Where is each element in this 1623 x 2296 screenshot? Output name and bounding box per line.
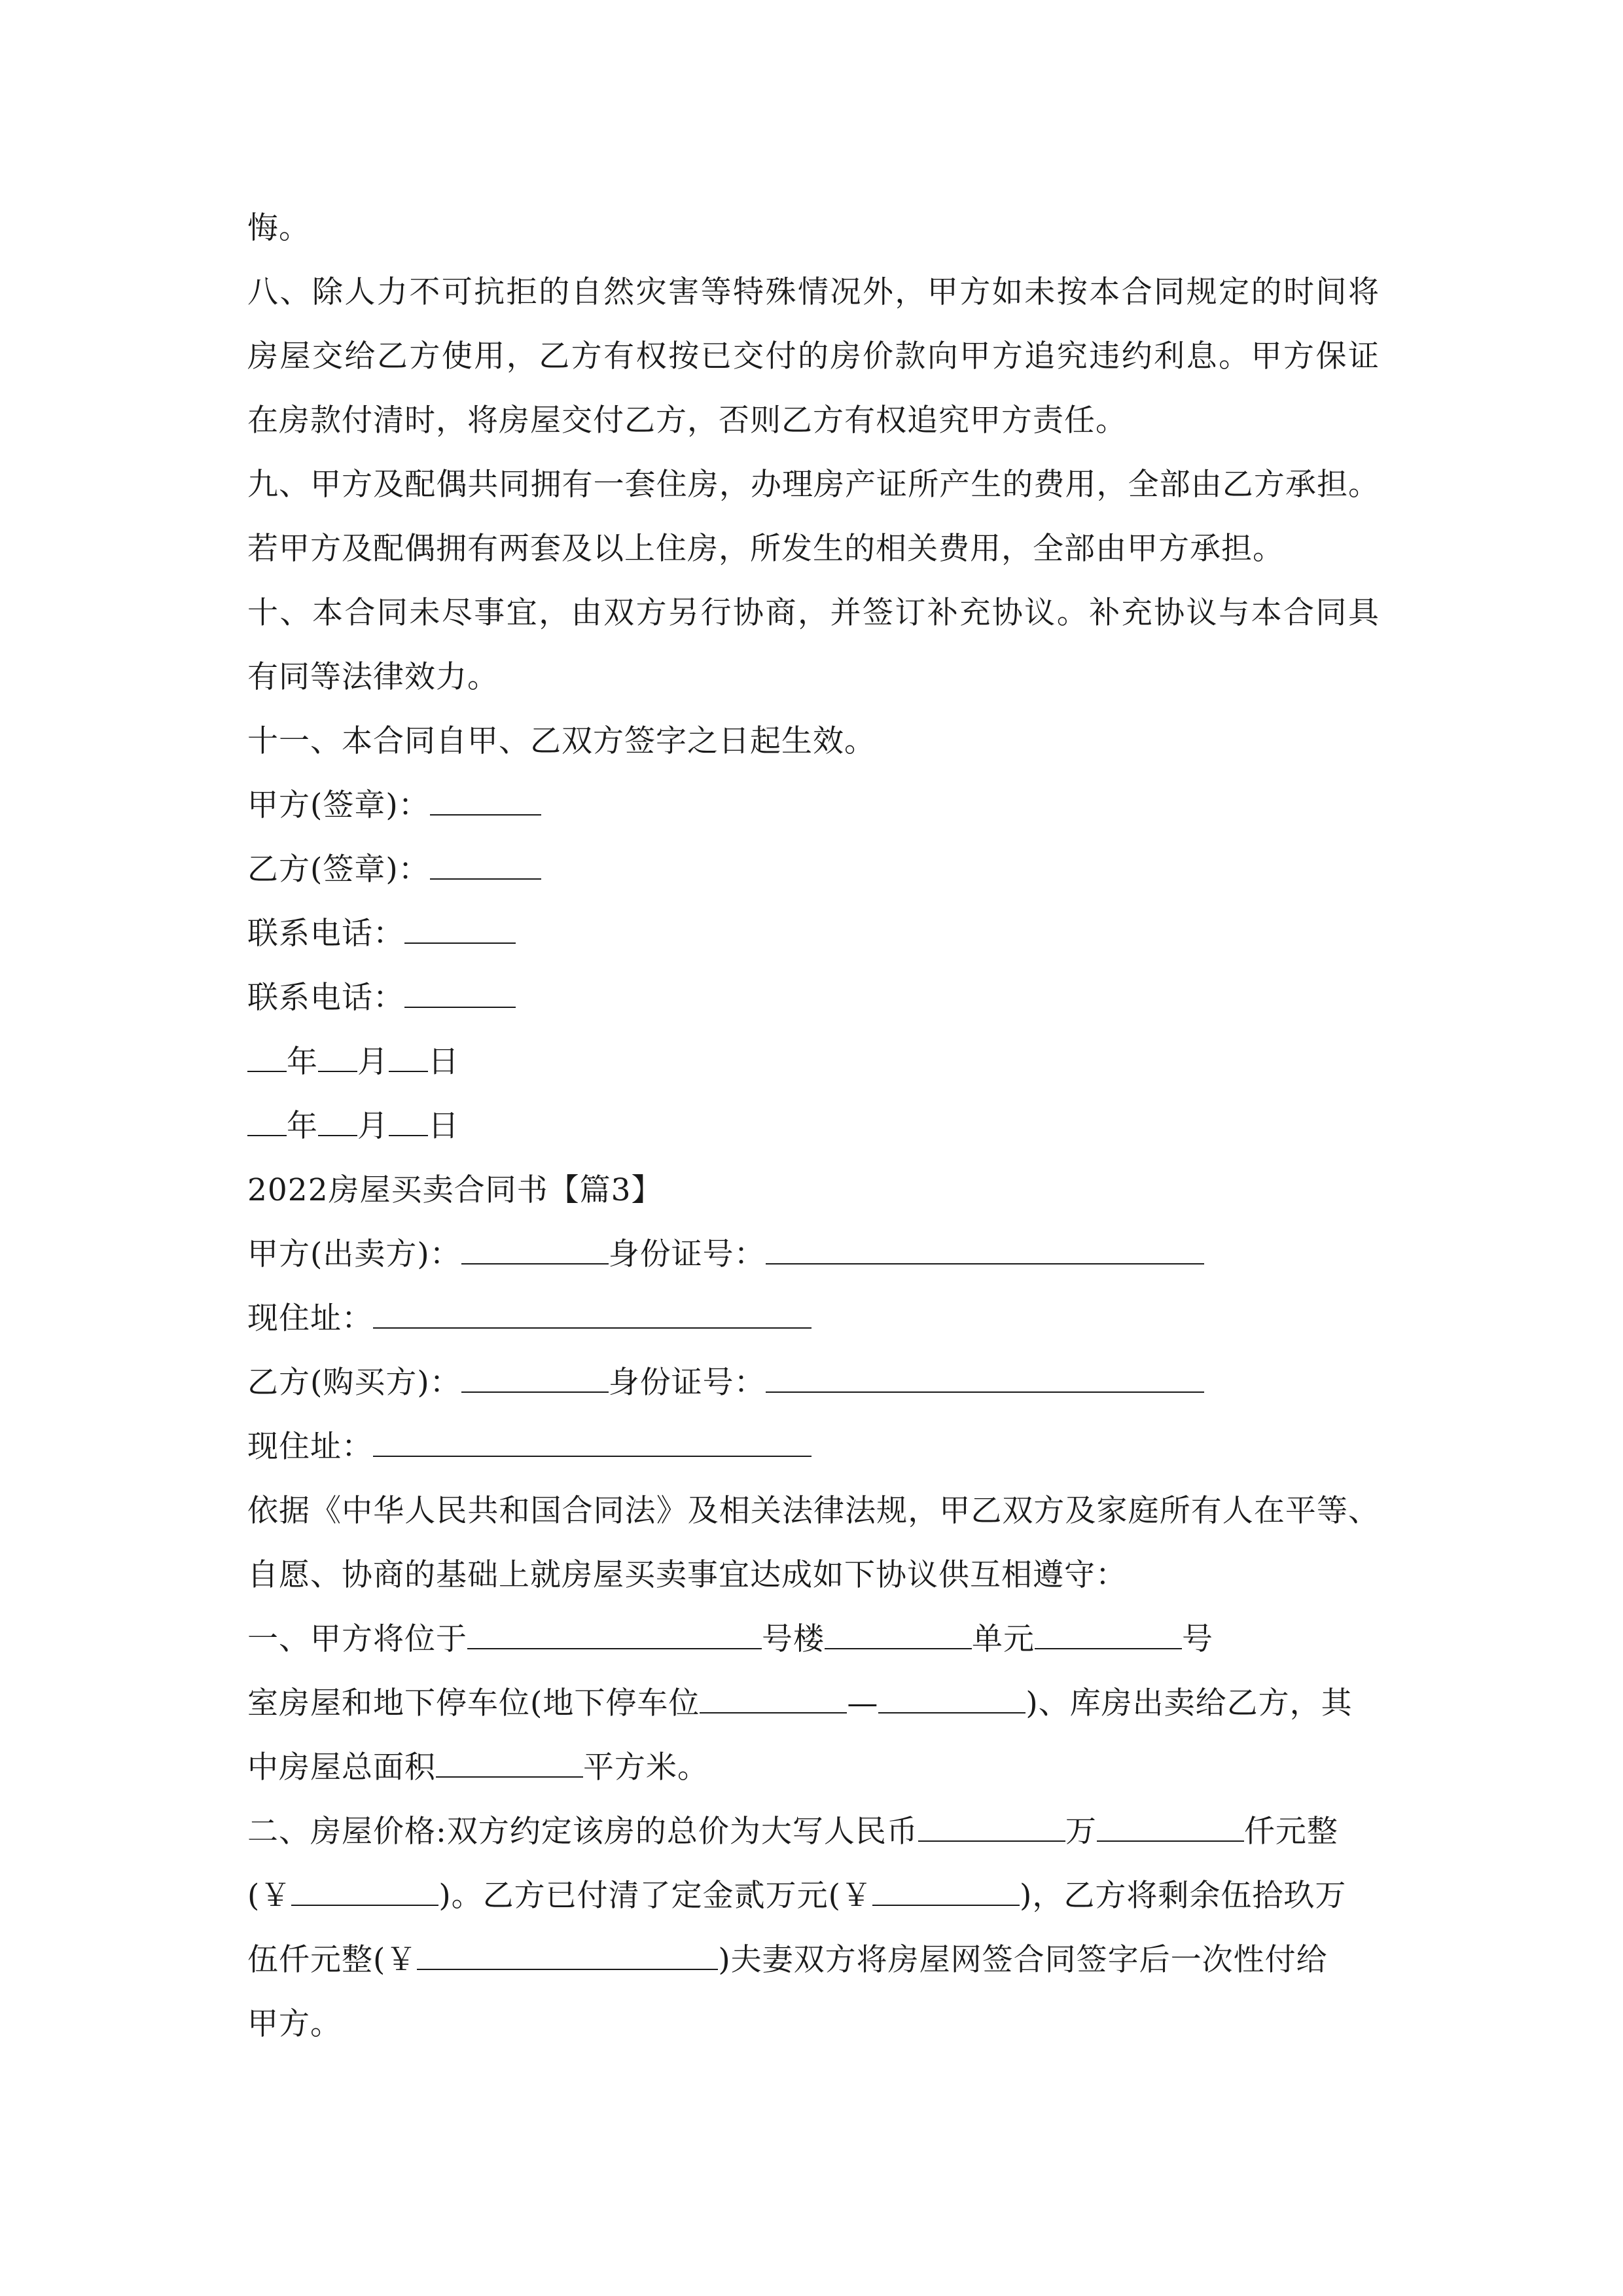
year-label: 年	[287, 1044, 318, 1080]
party-b-signature-label: 乙方(签章)：	[247, 852, 430, 888]
text-line: 甲方。	[247, 2006, 342, 2042]
day-blank[interactable]	[389, 1031, 428, 1072]
clause-2-line	[247, 1800, 1380, 1864]
clause-text: 中房屋总面积	[247, 1749, 436, 1785]
text-line: 房屋交给乙方使用，乙方有权按已交付的房价款向甲方追究违约利息。甲方保证	[247, 338, 1380, 374]
phone-line-party-b	[247, 966, 1380, 1030]
phone-blank[interactable]	[404, 903, 516, 944]
address-label: 现住址：	[247, 1429, 373, 1465]
seller-label: 甲方(出卖方)：	[247, 1236, 461, 1272]
buyer-address-blank[interactable]	[373, 1416, 812, 1457]
day-label: 日	[428, 1044, 459, 1080]
seller-address-line	[247, 1287, 1380, 1351]
clause-text: 仟元整	[1243, 1814, 1338, 1850]
clause-text: 一、甲方将位于	[247, 1621, 467, 1657]
text-line: 十、本合同未尽事宜，由双方另行协商，并签订补充协议。补充协议与本合同具	[247, 595, 1380, 631]
clause-text: )、库房出卖给乙方，其	[1026, 1685, 1353, 1721]
price-wan-blank[interactable]	[918, 1801, 1065, 1842]
deposit-number-blank[interactable]	[872, 1865, 1020, 1906]
date-line	[247, 1094, 1380, 1158]
clause-text: —	[847, 1685, 879, 1721]
buyer-id-blank[interactable]	[766, 1352, 1204, 1393]
clause-text: )夫妻双方将房屋网签合同签字后一次性付给	[718, 1942, 1328, 1978]
clause-2-line	[247, 1864, 1380, 1928]
unit-blank[interactable]	[1035, 1609, 1182, 1649]
location-blank[interactable]	[467, 1609, 762, 1649]
party-a-signature-blank[interactable]	[430, 775, 541, 816]
date-line	[247, 1030, 1380, 1094]
document-page	[247, 196, 1380, 2056]
clause-text: 二、房屋价格:双方约定该房的总价为大写人民币	[247, 1814, 918, 1850]
parking-blank[interactable]	[700, 1673, 847, 1713]
clause-text: (￥	[247, 1878, 292, 1914]
day-label: 日	[428, 1108, 459, 1144]
day-blank[interactable]	[389, 1096, 428, 1136]
text-line: 依据《中华人民共和国合同法》及相关法律法规，甲乙双方及家庭所有人在平等、	[247, 1493, 1380, 1529]
signature-line-party-b	[247, 838, 1380, 902]
phone-blank[interactable]	[404, 967, 516, 1008]
text-line: 若甲方及配偶拥有两套及以上住房，所发生的相关费用，全部由甲方承担。	[247, 531, 1284, 567]
phone-label: 联系电话：	[247, 980, 404, 1016]
price-number-blank[interactable]	[291, 1865, 438, 1906]
text-line: 十一、本合同自甲、乙双方签字之日起生效。	[247, 723, 876, 759]
clause-1-line	[247, 1672, 1380, 1736]
month-blank[interactable]	[318, 1031, 357, 1072]
clause-1-line	[247, 1736, 1380, 1800]
seller-line	[247, 1223, 1380, 1287]
building-blank[interactable]	[825, 1609, 972, 1649]
clause-text: 室房屋和地下停车位(地下停车位	[247, 1685, 700, 1721]
clause-text: 号	[1182, 1621, 1213, 1657]
clause-text: 单元	[972, 1621, 1035, 1657]
year-blank[interactable]	[247, 1096, 287, 1136]
balance-number-blank[interactable]	[417, 1929, 718, 1970]
clause-text: 伍仟元整(￥	[247, 1942, 418, 1978]
clause-2-line	[247, 1928, 1380, 1992]
clause-text: 平方米。	[583, 1749, 709, 1785]
phone-label: 联系电话：	[247, 916, 404, 952]
text-line: 在房款付清时，将房屋交付乙方，否则乙方有权追究甲方责任。	[247, 403, 1127, 439]
parking-blank[interactable]	[878, 1673, 1026, 1713]
area-blank[interactable]	[436, 1737, 583, 1778]
buyer-label: 乙方(购买方)：	[247, 1365, 461, 1401]
text-line: 自愿、协商的基础上就房屋买卖事宜达成如下协议供互相遵守：	[247, 1557, 1127, 1593]
section-title: 2022房屋买卖合同书【篇3】	[247, 1172, 663, 1208]
year-blank[interactable]	[247, 1031, 287, 1072]
id-number-label: 身份证号：	[608, 1236, 766, 1272]
text-line: 九、甲方及配偶共同拥有一套住房，办理房产证所产生的费用，全部由乙方承担。	[247, 467, 1380, 503]
month-label: 月	[357, 1108, 389, 1144]
phone-line-party-a	[247, 902, 1380, 966]
address-label: 现住址：	[247, 1300, 373, 1336]
clause-text: 万	[1065, 1814, 1097, 1850]
seller-id-blank[interactable]	[766, 1224, 1204, 1265]
month-blank[interactable]	[318, 1096, 357, 1136]
buyer-line	[247, 1351, 1380, 1415]
price-qian-blank[interactable]	[1097, 1801, 1244, 1842]
seller-name-blank[interactable]	[461, 1224, 609, 1265]
month-label: 月	[357, 1044, 389, 1080]
year-label: 年	[287, 1108, 318, 1144]
clause-1-line	[247, 1607, 1380, 1672]
id-number-label: 身份证号：	[608, 1365, 766, 1401]
text-line: 有同等法律效力。	[247, 659, 499, 695]
signature-line-party-a	[247, 774, 1380, 838]
text-line: 八、除人力不可抗拒的自然灾害等特殊情况外，甲方如未按本合同规定的时间将	[247, 274, 1380, 310]
party-a-signature-label: 甲方(签章)：	[247, 787, 430, 823]
clause-text: )，乙方将剩余伍拾玖万	[1020, 1878, 1347, 1914]
text-line: 悔。	[247, 210, 310, 246]
party-b-signature-blank[interactable]	[430, 839, 541, 880]
clause-text: 号楼	[762, 1621, 825, 1657]
buyer-address-line	[247, 1415, 1380, 1479]
buyer-name-blank[interactable]	[461, 1352, 609, 1393]
seller-address-blank[interactable]	[373, 1288, 812, 1329]
clause-text: )。乙方已付清了定金贰万元(￥	[438, 1878, 873, 1914]
